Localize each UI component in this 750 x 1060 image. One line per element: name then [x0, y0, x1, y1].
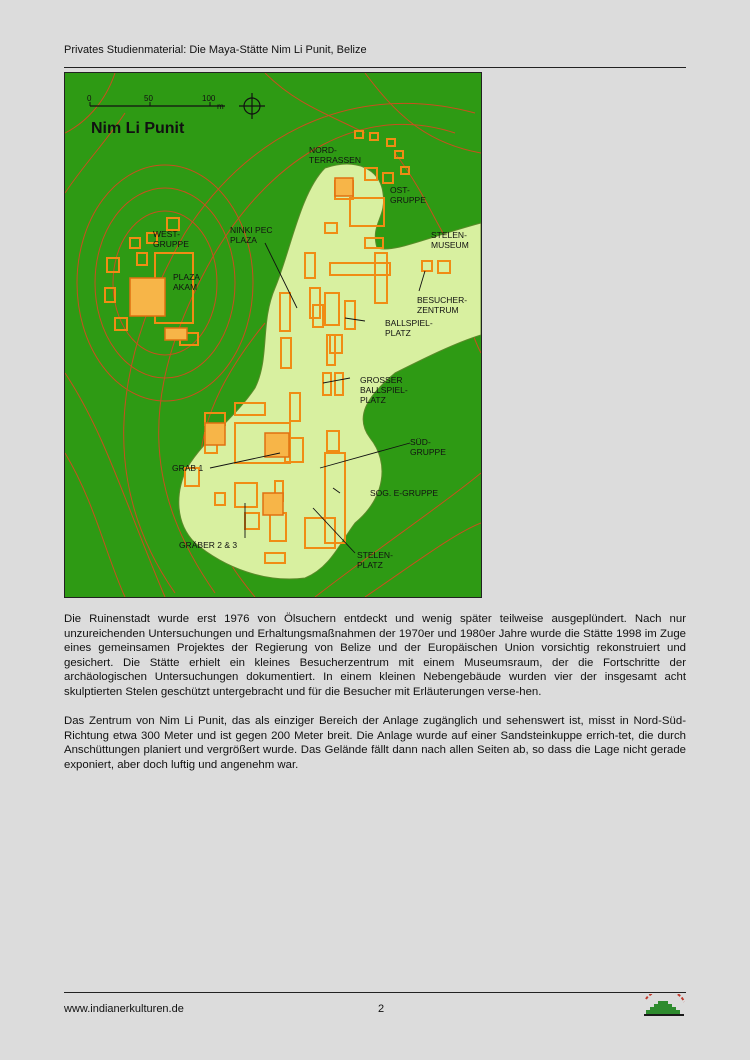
label-ninki-1: NINKI PEC [230, 225, 273, 235]
body-text [64, 612, 686, 787]
label-ninki-2: PLAZA [230, 235, 257, 245]
page-header: Privates Studienmaterial: Die Maya-Stätte Nim Li Punit, Belize [64, 44, 367, 56]
map-title: Nim Li Punit [91, 120, 185, 137]
label-nord-1: NORD- [309, 145, 337, 155]
scale-tick-50: 50 [144, 94, 153, 103]
label-stelenplatz-2: PLATZ [357, 560, 383, 570]
label-grosser-3: PLATZ [360, 395, 386, 405]
label-akam-1: PLAZA [173, 272, 200, 282]
north-arrow-icon [239, 93, 265, 119]
paragraph-1: Die Ruinenstadt wurde erst 1976 von Ölsuchern entdeckt und wenig später teilweise ausgeplündert. Nach nur unzureichenden Untersuchungen und Erhaltungsmaßnahmen der 1970er und 1980er Jahre wurde die Stätte 1998 im Zuge eines gemeinsamen Projektes der Regierung von Belize und der Europäischen Union vorsichtig rekonstruiert und gesichert. Die Stätte erhielt ein kleines Besucherzentrum mit einem Museumsraum, der die Fortschritte der archäologischen Untersuchungen dokumentiert. In einem kleinen Nebengebäude wurden vier der insgesamt acht skulptierten Stelen geschützt untergebracht und für die Besucher mit Erläuterungen verse-hen. [64, 613, 686, 698]
scale-tick-0: 0 [87, 94, 92, 103]
footer-url[interactable]: www.indianerkulturen.de [64, 1003, 184, 1015]
label-akam-2: AKAM [173, 282, 198, 292]
page-number: 2 [378, 1003, 385, 1015]
label-grosser-2: BALLSPIEL- [360, 385, 408, 395]
site-map [64, 72, 482, 598]
scale-bar [87, 94, 225, 111]
label-stelenplatz-1: STELEN- [357, 550, 393, 560]
label-besucher-2: ZENTRUM [417, 305, 459, 315]
footer-rule [64, 992, 686, 993]
paragraph-2: Das Zentrum von Nim Li Punit, das als einziger Bereich der Anlage zugänglich und sehenswert ist, misst in Nord-Süd-Richtung etwa 300 Meter und ist gegen 200 Meter breit. Die Anlage wurde auf einer Sandsteinkuppe errich-tet, die durch Anschüttungen planiert und vergrößert wurde. Das Gelände fällt dann nach allen Seiten ab, so dass die Lage nicht gerade exponiert, aber doch luftig und angenehm war. [64, 715, 686, 771]
pyramid-logo-icon [640, 994, 688, 1023]
label-stelenmuseum-1: STELEN- [431, 230, 467, 240]
scale-tick-100: 100 [202, 94, 216, 103]
label-stelenmuseum-2: MUSEUM [431, 240, 469, 250]
label-nord-2: TERRASSEN [309, 155, 361, 165]
site-map-svg [65, 73, 481, 597]
label-ost-2: GRUPPE [390, 195, 426, 205]
label-grab1: GRAB 1 [172, 463, 204, 473]
label-sued-1: SÜD- [410, 437, 431, 447]
label-west-1: WEST- [153, 229, 180, 239]
label-sued-2: GRUPPE [410, 447, 446, 457]
label-grosser-1: GROSSER [360, 375, 403, 385]
header-rule [64, 67, 686, 68]
label-ost-1: OST- [390, 185, 410, 195]
label-besucher-1: BESUCHER- [417, 295, 468, 305]
label-soge-gruppe: SOG. E-GRUPPE [370, 488, 439, 498]
scale-unit: m [217, 102, 224, 111]
label-ballspiel-1: BALLSPIEL- [385, 318, 433, 328]
label-west-2: GRUPPE [153, 239, 189, 249]
label-graeber: GRÄBER 2 & 3 [179, 540, 238, 550]
label-ballspiel-2: PLATZ [385, 328, 411, 338]
site-clearing [179, 164, 481, 579]
